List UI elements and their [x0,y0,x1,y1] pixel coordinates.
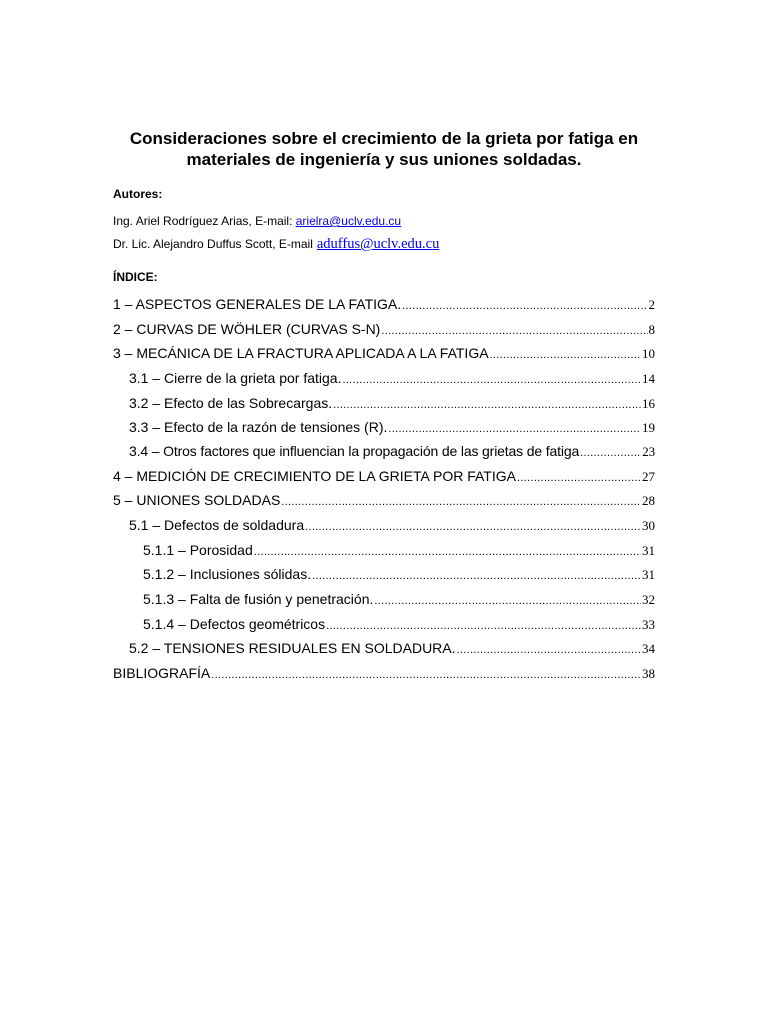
title-line-2: materiales de ingeniería y sus uniones soldadas. [186,150,582,169]
toc-entry-label: 5 – UNIONES SOLDADAS [113,492,281,508]
toc-entry[interactable] [143,542,655,564]
toc-leader-dots [281,496,641,508]
toc-page-number: 31 [642,543,655,558]
toc-entry-label: 5.2 – TENSIONES RESIDUALES EN SOLDADURA. [129,640,456,656]
toc-page-number: 28 [642,493,655,508]
toc-entry-label: 5.1.1 – Porosidad [143,542,253,558]
toc-entry-label: 5.1.2 – Inclusiones sólidas. [143,566,312,582]
toc-entry[interactable] [143,616,655,638]
toc-leader-dots [388,423,641,435]
toc-entry-label: 5.1.4 – Defectos geométricos [143,616,326,632]
toc-entry[interactable] [143,591,655,613]
toc-entry-label: BIBLIOGRAFÍA [113,665,211,681]
toc-page-number: 19 [642,420,655,435]
toc-entry[interactable] [129,419,655,441]
toc-leader-dots [326,620,641,632]
toc-leader-dots [374,595,641,607]
toc-page-number: 23 [642,444,655,459]
toc-leader-dots [254,546,641,558]
toc-entry[interactable] [113,296,655,318]
toc-leader-dots [211,669,641,681]
toc-leader-dots [402,300,647,312]
toc-entry[interactable] [129,517,655,539]
toc-page-number: 27 [642,469,655,484]
author-name: Ing. Ariel Rodríguez Arias, E-mail: [113,214,296,228]
toc-entry-label: 3.4 – Otros factores que influencian la propagación de las grietas de fatiga [129,443,580,459]
toc-entry[interactable] [113,492,655,514]
authors-heading: Autores: [113,187,163,201]
toc-page-number: 32 [642,592,655,607]
toc-entry[interactable] [113,468,655,490]
toc-leader-dots [517,472,641,484]
toc-entry[interactable] [129,370,655,392]
toc-leader-dots [342,374,641,386]
toc-leader-dots [580,447,641,459]
document-title [100,128,668,170]
toc-page-number: 31 [642,567,655,582]
toc-entry[interactable] [129,395,655,417]
toc-entry[interactable] [129,443,655,465]
toc-entry-label: 5.1.3 – Falta de fusión y penetración. [143,591,374,607]
toc-entry-label: 3.2 – Efecto de las Sobrecargas. [129,395,333,411]
toc-entry-label: 5.1 – Defectos de soldadura [129,517,305,533]
toc-entry-label: 3.1 – Cierre de la grieta por fatiga. [129,370,342,386]
toc-leader-dots [312,570,641,582]
toc-entry-label: 2 – CURVAS DE WÖHLER (CURVAS S-N) [113,321,381,337]
toc-entry[interactable] [113,321,655,343]
toc-page-number: 10 [642,346,655,361]
index-heading: ÍNDICE: [113,270,158,284]
toc-page-number: 33 [642,617,655,632]
toc-page-number: 14 [642,371,655,386]
author-email-link[interactable]: aduffus@uclv.edu.cu [316,236,440,252]
toc-entry[interactable] [143,566,655,588]
author-name: Dr. Lic. Alejandro Duffus Scott, E-mail [113,237,313,251]
author-email-link[interactable]: arielra@uclv.edu.cu [295,214,402,228]
toc-entry-label: 4 – MEDICIÓN DE CRECIMIENTO DE LA GRIETA POR FATIGA [113,468,516,484]
toc-entry-label: 3.3 – Efecto de la razón de tensiones (R). [129,419,388,435]
toc-entry-label: 1 – ASPECTOS GENERALES DE LA FATIGA. [113,296,402,312]
author-line [113,236,439,253]
toc-leader-dots [333,399,641,411]
toc-entry[interactable] [113,665,655,687]
toc-leader-dots [457,644,641,656]
toc-leader-dots [381,325,647,337]
toc-page-number: 34 [642,641,655,656]
author-line [113,214,401,228]
toc-page-number: 2 [648,297,655,312]
title-line-1: Consideraciones sobre el crecimiento de la grieta por fatiga en [129,129,639,148]
toc-page-number: 8 [648,322,655,337]
toc-leader-dots [490,349,641,361]
toc-page-number: 16 [642,396,655,411]
toc-entry[interactable] [129,640,655,662]
toc-page-number: 30 [642,518,655,533]
toc-leader-dots [305,521,641,533]
toc-entry-label: 3 – MECÁNICA DE LA FRACTURA APLICADA A LA FATIGA [113,345,489,361]
toc-entry[interactable] [113,345,655,367]
toc-page-number: 38 [642,666,655,681]
